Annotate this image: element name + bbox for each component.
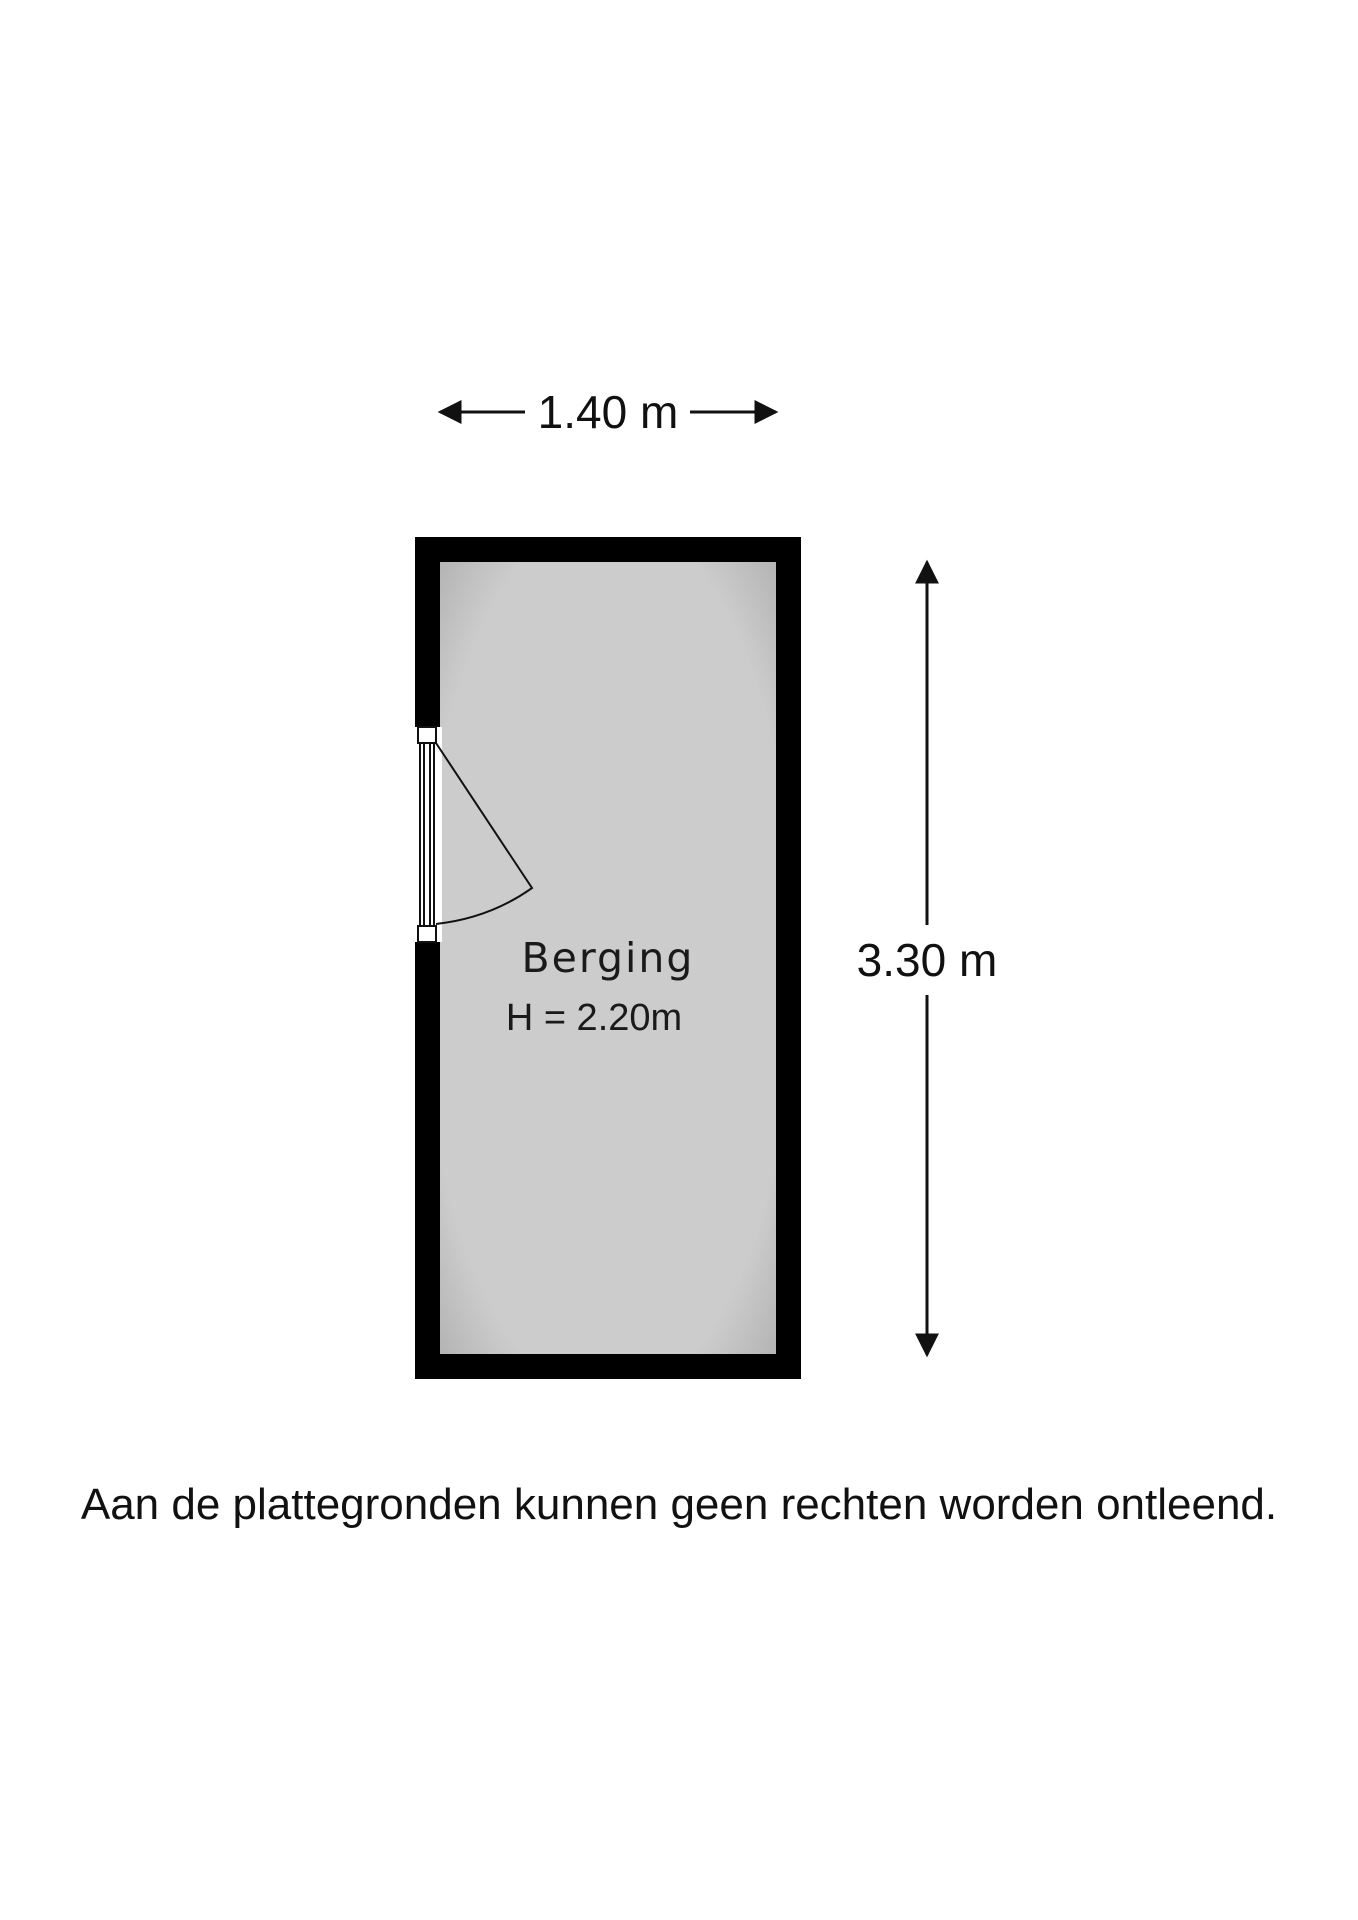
room-name: Berging bbox=[521, 934, 695, 982]
door-jamb-top bbox=[418, 727, 436, 743]
room-ceiling-height: H = 2.20m bbox=[505, 997, 683, 1039]
width-label: 1.40 m bbox=[537, 386, 679, 438]
width-dimension bbox=[440, 386, 776, 438]
door-jamb-bottom bbox=[418, 926, 436, 942]
height-dimension bbox=[857, 562, 998, 1355]
room-berging bbox=[413, 537, 801, 1379]
height-label: 3.30 m bbox=[856, 934, 998, 986]
door-leaf bbox=[420, 743, 434, 926]
disclaimer-text: Aan de plattegronden kunnen geen rechten worden ontleend. bbox=[80, 1480, 1278, 1529]
